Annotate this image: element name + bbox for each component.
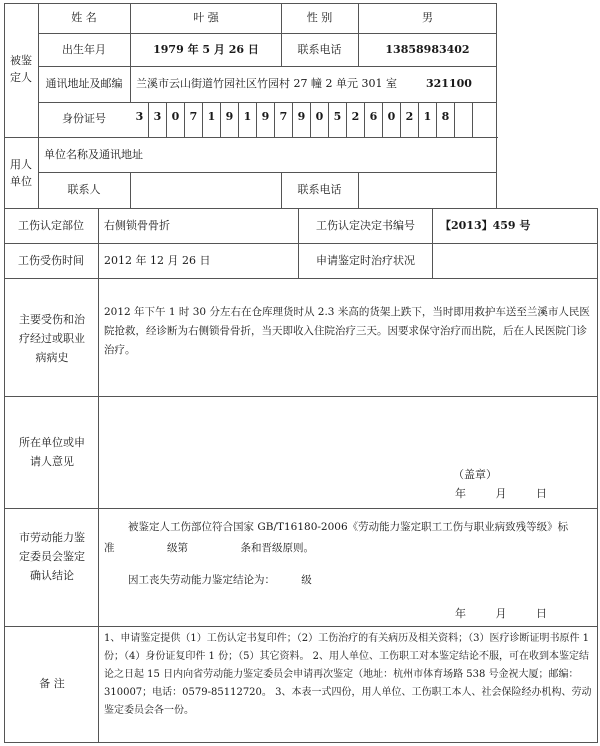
postcode-value: 321100 [426,77,472,90]
dob-value: 1979 年 5 月 26 日 [153,43,259,56]
id-digit: 2 [405,110,414,123]
id-digit: 3 [153,110,162,123]
committee-date: 年 月 日 [455,607,547,620]
injury-part-value: 右侧锁骨骨折 [104,219,170,232]
name-value: 叶 强 [193,11,219,24]
remarks-label: 备 注 [39,677,65,690]
gender-value: 男 [422,11,433,24]
address-value: 兰溪市云山街道竹园社区竹园村 27 幢 2 单元 301 室 [136,77,397,90]
injury-date-value: 2012 年 12 月 26 日 [104,254,211,267]
id-number-label: 身份证号 [62,112,106,125]
phone-value: 13858983402 [385,43,470,56]
rule [432,208,433,278]
rule [4,742,598,743]
rule [130,3,131,102]
id-digit: 8 [441,110,450,123]
rule [4,208,598,209]
id-digit: 0 [387,110,396,123]
rule [454,102,455,137]
id-digit: 2 [351,110,360,123]
id-digit: 1 [243,110,252,123]
rule [98,208,99,742]
decision-number-label: 工伤认定决定书编号 [316,219,415,232]
id-digit: 0 [171,110,180,123]
rule [298,208,299,278]
rule [4,3,5,742]
person-section-label: 被鉴定人 [10,54,32,84]
id-digit: 5 [333,110,342,123]
rule [38,102,496,103]
rule [4,396,598,397]
employer-name-address-label: 单位名称及通讯地址 [44,148,143,161]
rule [38,172,496,173]
rule [358,172,359,208]
id-digit: 9 [225,110,234,123]
rule [358,3,359,66]
opinion-label: 所在单位或申请人意见 [19,436,85,468]
rule [4,508,598,509]
injury-history-label: 主要受伤和治疗经过或职业病病史 [19,313,85,364]
id-digit: 3 [135,110,144,123]
committee-line-2: 准 级第 条和晋级原则。 [104,542,314,554]
committee-line-3: 因工丧失劳动能力鉴定结论为： 级 [128,574,312,586]
id-digit: 1 [207,110,216,123]
rule [38,66,496,67]
id-digit: 9 [261,110,270,123]
employer-section-label: 用人单位 [10,158,32,188]
rule [4,243,598,244]
decision-number-value: 【2013】459 号 [440,219,531,232]
rule [38,3,39,208]
dob-label: 出生年月 [62,43,106,56]
rule [472,102,473,137]
rule [4,278,598,279]
injury-part-label: 工伤认定部位 [18,219,84,232]
opinion-seal: （盖章） [453,468,497,481]
rule [4,3,496,4]
rule [38,33,496,34]
opinion-date: 年 月 日 [455,487,547,500]
id-digit: 1 [423,110,432,123]
gender-label: 性 别 [306,11,333,24]
injury-history-text: 2012 年下午 1 时 30 分左右在仓库理货时从 2.3 米高的货架上跌下，当时即用救护车送至兰溪市人民医院抢救，经诊断为右侧锁骨骨折，当天即收入住院治疗三天。因要求保守治疗而出院，后在人民医院门诊治疗。 [104,306,590,356]
injury-date-label: 工伤受伤时间 [18,254,84,267]
phone-label: 联系电话 [297,43,342,56]
id-digit: 9 [297,110,306,123]
name-label: 姓 名 [71,11,97,24]
rule [130,172,131,208]
address-label: 通讯地址及邮编 [45,77,123,90]
id-digit: 7 [279,110,288,123]
rule [4,137,498,138]
rule [4,626,598,627]
committee-label: 市劳动能力鉴定委员会鉴定确认结论 [19,531,85,582]
treatment-status-label: 申请鉴定时治疗状况 [316,254,415,267]
id-digit: 7 [189,110,198,123]
id-digit: 0 [315,110,324,123]
rule [597,208,598,742]
remarks-text: 1、申请鉴定提供（1）工伤认定书复印件；（2）工伤治疗的有关病历及相关资料；（3）医疗诊断证明书原件 1 份；（4）身份证复印件 1 份；（5）其它资料。 2、用人单位、工伤职工对本鉴定结论不服，可在收到本鉴定结论之日起 15 日内向省劳动能力鉴定委员会申请再次鉴定（地址：杭州市体育场路 538 号金祝大厦；邮编：310007；电话：0579-85112720。 3、本表一式四份，用人单位、工伤职工本人、社会保险经办机构、劳动鉴定委员会各一份。 [104,633,592,716]
employer-contact-label: 联系人 [67,183,101,196]
rule [496,3,497,208]
employer-phone-label: 联系电话 [297,183,342,196]
committee-line-1: 被鉴定人工伤部位符合国家 GB/T16180-2006《劳动能力鉴定职工工伤与职业病致残等级》标 [128,521,569,533]
id-digit: 6 [369,110,378,123]
